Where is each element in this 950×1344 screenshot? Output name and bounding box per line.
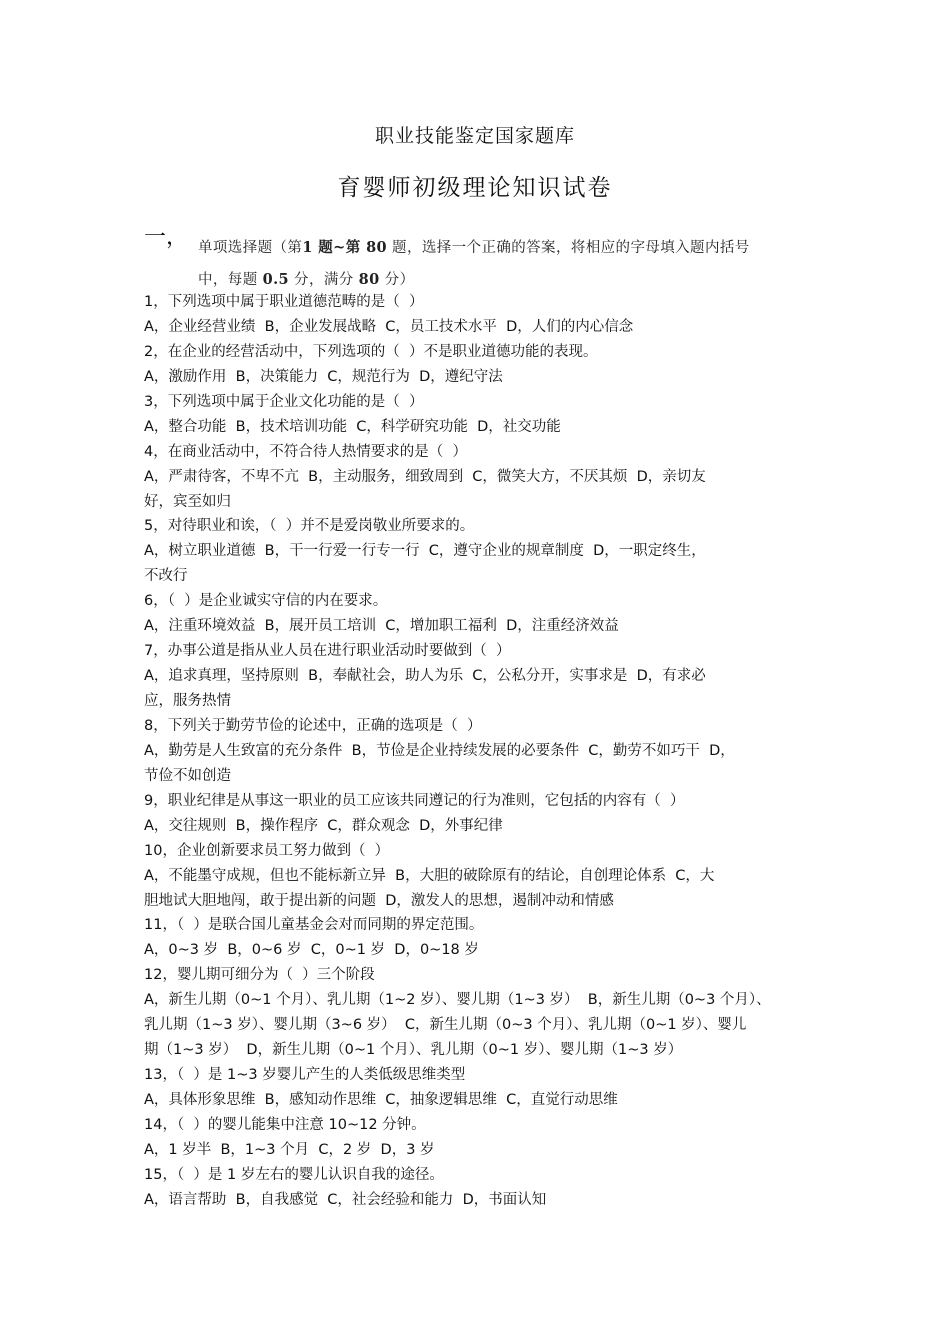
question-text-line: 节俭不如创造 bbox=[144, 767, 231, 784]
exam-title: 育婴师初级理论知识试卷 bbox=[337, 175, 613, 201]
answer-options-line: A，严肃待客，不卑不亢 B，主动服务，细致周到 C，微笑大方，不厌其烦 D，亲切友 bbox=[144, 468, 706, 485]
answer-options-line: A，整合功能 B，技术培训功能 C，科学研究功能 D，社交功能 bbox=[144, 418, 561, 435]
answer-options-line: A，不能墨守成规，但也不能标新立异 B，大胆的破除原有的结论，自创理论体系 C，大 bbox=[144, 867, 715, 884]
question-text-line: 不改行 bbox=[144, 568, 188, 585]
question-text-line: 3，下列选项中属于企业文化功能的是（ ） bbox=[144, 393, 424, 410]
question-text-line: 8，下列关于勤劳节俭的论述中，正确的选项是（ ） bbox=[144, 717, 482, 734]
document-title: 职业技能鉴定国家题库 bbox=[374, 125, 575, 147]
answer-options-line: A，企业经营业绩 B，企业发展战略 C，员工技术水平 D，人们的内心信念 bbox=[144, 318, 634, 335]
question-text-line: 12，婴儿期可细分为（ ）三个阶段 bbox=[144, 967, 375, 984]
question-text-line: 应，服务热情 bbox=[144, 693, 231, 709]
answer-options-line: A，1 岁半 B，1~3 个月 C，2 岁 D，3 岁 bbox=[144, 1141, 435, 1158]
question-text-line: 13，（ ）是 1~3 岁婴儿产生的人类低级思维类型 bbox=[144, 1067, 466, 1084]
answer-options-line: A，新生儿期（0~1 个月）、乳儿期（1~2 岁）、婴儿期（1~3 岁） B，新生儿期（0~3 个月）、 bbox=[144, 992, 771, 1009]
question-text-line: 乳儿期（1~3 岁）、婴儿期（3~6 岁） C，新生儿期（0~3 个月）、乳儿期（0~1 岁）、婴儿 bbox=[144, 1017, 747, 1034]
question-text-line: 好，宾至如归 bbox=[144, 493, 231, 510]
answer-options-line: A，勤劳是人生致富的充分条件 B，节俭是企业持续发展的必要条件 C，勤劳不如巧干 D， bbox=[144, 742, 735, 759]
question-text-line: 5，对待职业和诶，（ ）并不是爱岗敬业所要求的。 bbox=[144, 518, 475, 535]
section-instructions-line-2: 中，每题 0.5 分，满分 80 分） bbox=[198, 271, 415, 288]
question-text-line: 11，（ ）是联合国儿童基金会对而同期的界定范围。 bbox=[144, 917, 484, 934]
question-text-line: 6，（ ）是企业诚实守信的内在要求。 bbox=[144, 593, 388, 610]
question-text-line: 9，职业纪律是从事这一职业的员工应该共同遵记的行为准则，它包括的内容有（ ） bbox=[144, 792, 685, 809]
answer-options-line: A，树立职业道德 B，干一行爱一行专一行 C，遵守企业的规章制度 D，一职定终生， bbox=[144, 543, 706, 560]
section-instructions-line-1: 单项选择题（第1 题~第 80 题，选择一个正确的答案，将相应的字母填入题内括号 bbox=[198, 239, 750, 256]
answer-options-line: A，语言帮助 B，自我感觉 C，社会经验和能力 D，书面认知 bbox=[144, 1191, 547, 1208]
question-text-line: 2，在企业的经营活动中，下列选项的（ ）不是职业道德功能的表现。 bbox=[144, 343, 598, 360]
question-text-line: 10，企业创新要求员工努力做到（ ） bbox=[144, 842, 390, 859]
question-text-line: 4，在商业活动中，不符合待人热情要求的是（ ） bbox=[144, 443, 467, 460]
question-text-line: 1，下列选项中属于职业道德范畴的是（ ） bbox=[144, 294, 424, 310]
question-list bbox=[144, 290, 814, 1213]
answer-options-line: A，具体形象思维 B，感知动作思维 C，抽象逻辑思维 C，直觉行动思维 bbox=[144, 1092, 618, 1108]
question-text-line: 15，（ ）是 1 岁左右的婴儿认识自我的途径。 bbox=[144, 1166, 444, 1183]
question-text-line: 期（1~3 岁） D，新生儿期（0~1 个月）、乳儿期（0~1 岁）、婴儿期（1~3 岁） bbox=[144, 1042, 683, 1059]
answer-options-line: A，交往规则 B，操作程序 C，群众观念 D，外事纪律 bbox=[144, 817, 503, 834]
question-text-line: 胆地试大胆地闯，敢于提出新的问题 D，激发人的思想，遏制冲动和情感 bbox=[144, 892, 614, 909]
answer-options-line: A，追求真理，坚持原则 B，奉献社会，助人为乐 C，公私分开，实事求是 D，有求必 bbox=[144, 668, 706, 685]
answer-options-line: A，0~3 岁 B，0~6 岁 C，0~1 岁 D，0~18 岁 bbox=[144, 942, 479, 959]
section-number: 一， bbox=[144, 225, 189, 250]
answer-options-line: A，激励作用 B，决策能力 C，规范行为 D，遵纪守法 bbox=[144, 368, 503, 385]
answer-options-line: A，注重环境效益 B，展开员工培训 C，增加职工福利 D，注重经济效益 bbox=[144, 618, 619, 635]
question-text-line: 14，（ ）的婴儿能集中注意 10~12 分钟。 bbox=[144, 1116, 426, 1133]
question-text-line: 7，办事公道是指从业人员在进行职业活动时要做到（ ） bbox=[144, 643, 511, 660]
